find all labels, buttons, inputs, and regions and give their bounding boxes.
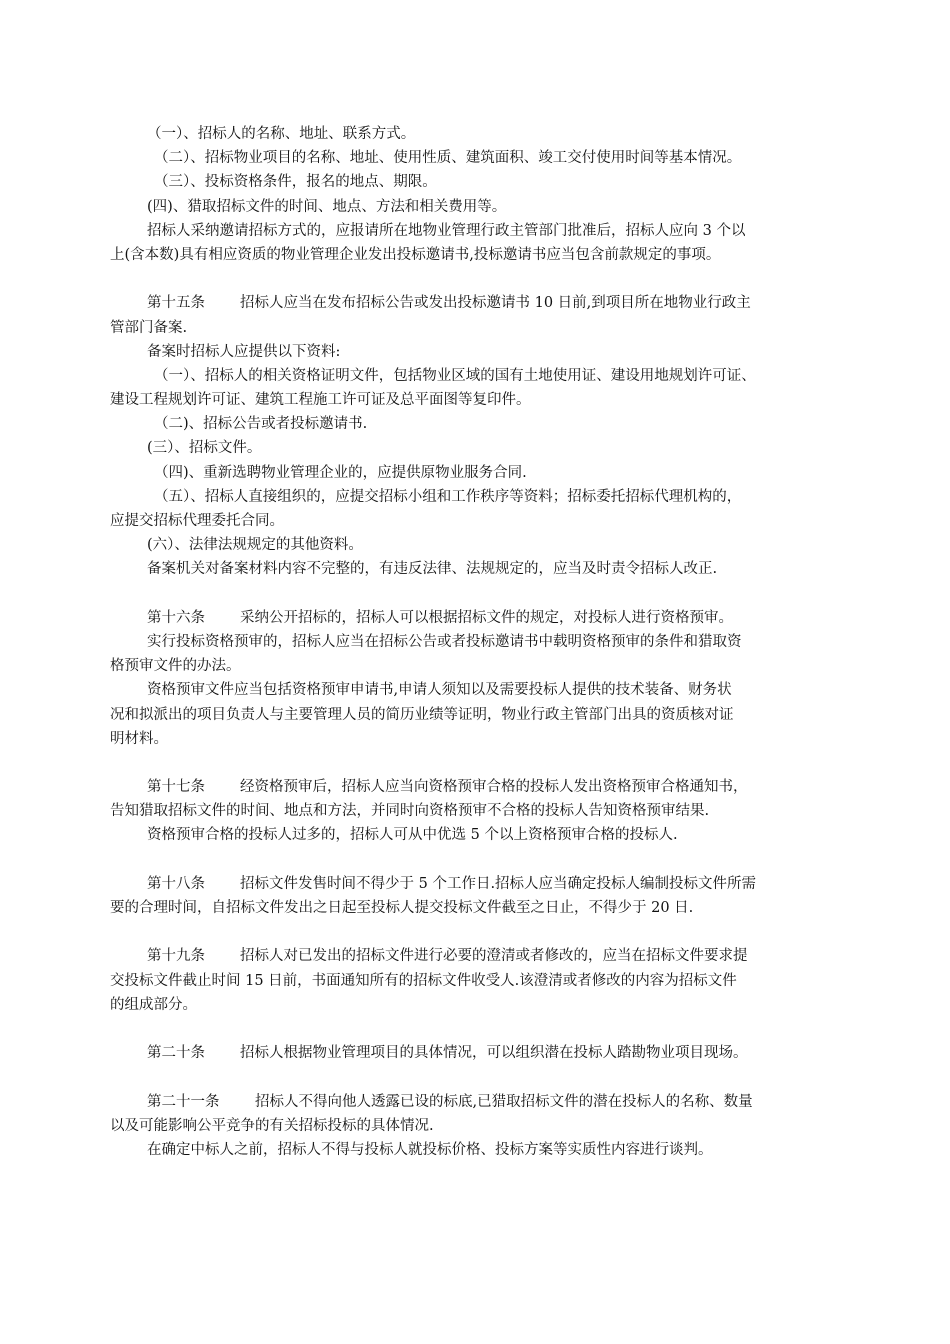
invite-paragraph-line: 招标人采纳邀请招标方式的，应报请所在地物业管理行政主管部门批准后，招标人应向 3 个以 — [147, 222, 746, 239]
intro-item-3: （三）、投标资格条件，报名的地点、期限。 — [154, 174, 437, 191]
article-16-p3-line: 资格预审文件应当包括资格预审申请书,申请人须知以及需要投标人提供的技术装备、财务状 — [147, 682, 732, 699]
intro-item-1: （一）、招标人的名称、地址、联系方式。 — [147, 126, 416, 142]
article-15-item-1-cont: 建设工程规划许可证、建筑工程施工许可证及总平面图等复印件。 — [110, 392, 531, 409]
article-15-item-5: （五）、招标人直接组织的，应提交招标小组和工作秩序等资料；招标委托招标代理机构的， — [154, 488, 742, 505]
article-15-item-3: (三）、招标文件。 — [147, 440, 262, 457]
article-19-line: 的组成部分。 — [110, 996, 197, 1013]
article-21-p2: 在确定中标人之前，招标人不得与投标人就投标价格、投标方案等实质性内容进行谈判。 — [147, 1141, 713, 1158]
article-16-heading — [110, 606, 855, 630]
article-text: 招标人根据物业管理项目的具体情况，可以组织潜在投标人踏勘物业项目现场。 — [240, 1045, 748, 1062]
intro-item-2: （二）、招标物业项目的名称、地址、使用性质、建筑面积、竣工交付使用时间等基本情况。 — [154, 150, 742, 167]
article-15-item-2: （二)、招标公告或者投标邀请书. — [154, 416, 368, 433]
article-17-line: 告知猎取招标文件的时间、地点和方法，并同时向资格预审不合格的投标人告知资格预审结果. — [110, 803, 710, 820]
article-16-p3-line: 明材料。 — [110, 730, 168, 747]
article-15-item-4: （四)、重新选聘物业管理企业的，应提供原物业服务合同. — [154, 464, 527, 481]
article-16-p3-line: 况和拟派出的项目负责人与主要管理人员的简历业绩等证明，物业行政主管部门出具的资质核对证 — [110, 706, 734, 723]
article-20-heading — [110, 1041, 855, 1065]
article-16-p2-line: 格预审文件的办法。 — [110, 658, 241, 675]
article-number: 第十九条 — [147, 948, 205, 965]
article-15-item-1: （一）、招标人的相关资格证明文件，包括物业区域的国有土地使用证、建设用地规划许可证、 — [154, 367, 756, 384]
article-18-line: 要的合理时间，自招标文件发出之日起至投标人提交投标文件截至之日止，不得少于 20 日. — [110, 900, 694, 916]
article-text: 招标人不得向他人透露已设的标底,已猎取招标文件的潜在投标人的名称、数量 — [255, 1093, 753, 1110]
article-number: 第十五条 — [147, 295, 205, 312]
article-number: 第十六条 — [147, 609, 205, 626]
invite-paragraph-line: 上(含本数)具有相应资质的物业管理企业发出投标邀请书,投标邀请书应当包含前款规定的事项。 — [110, 246, 721, 263]
article-16-p2-line: 实行投标资格预审的，招标人应当在招标公告或者投标邀请书中载明资格预审的条件和猎取资 — [147, 633, 742, 650]
article-text: 招标人对已发出的招标文件进行必要的澄清或者修改的，应当在招标文件要求提 — [240, 948, 748, 965]
article-19-heading — [110, 944, 855, 968]
article-text: 招标人应当在发布招标公告或发出投标邀请书 10 日前,到项目所在地物业行政主 — [240, 295, 751, 312]
article-18-heading — [110, 872, 855, 896]
article-21-heading — [110, 1090, 855, 1114]
article-15-item-6: (六）、法律法规规定的其他资料。 — [147, 537, 363, 554]
article-21-line: 以及可能影响公平竞争的有关招标投标的具体情况. — [110, 1117, 434, 1134]
article-15-line: 管部门备案. — [110, 319, 188, 336]
article-19-line: 交投标文件截止时间 15 日前，书面通知所有的招标文件收受人.该澄清或者修改的内容为招标文件 — [110, 972, 737, 989]
article-15-heading — [110, 291, 855, 315]
intro-item-4: (四)、猎取招标文件的时间、地点、方法和相关费用等。 — [147, 198, 507, 215]
article-number: 第二十一条 — [147, 1093, 220, 1110]
article-15-sub: 备案时招标人应提供以下资料: — [147, 343, 341, 360]
document-body — [110, 122, 855, 1162]
article-number: 第十七条 — [147, 779, 205, 796]
article-text: 采纳公开招标的，招标人可以根据招标文件的规定，对投标人进行资格预审。 — [240, 609, 733, 626]
article-15-closing: 备案机关对备案材料内容不完整的，有违反法律、法规规定的，应当及时责令招标人改正. — [147, 561, 718, 578]
article-17-p2: 资格预审合格的投标人过多的，招标人可从中优选 5 个以上资格预审合格的投标人. — [147, 827, 678, 844]
article-text: 经资格预审后，招标人应当向资格预审合格的投标人发出资格预审合格通知书， — [240, 779, 748, 796]
article-15-item-5-cont: 应提交招标代理委托合同。 — [110, 513, 284, 529]
article-text: 招标文件发售时间不得少于 5 个工作日.招标人应当确定投标人编制投标文件所需 — [240, 875, 757, 892]
article-17-heading — [110, 775, 855, 799]
article-number: 第十八条 — [147, 875, 205, 892]
article-number: 第二十条 — [147, 1045, 205, 1062]
